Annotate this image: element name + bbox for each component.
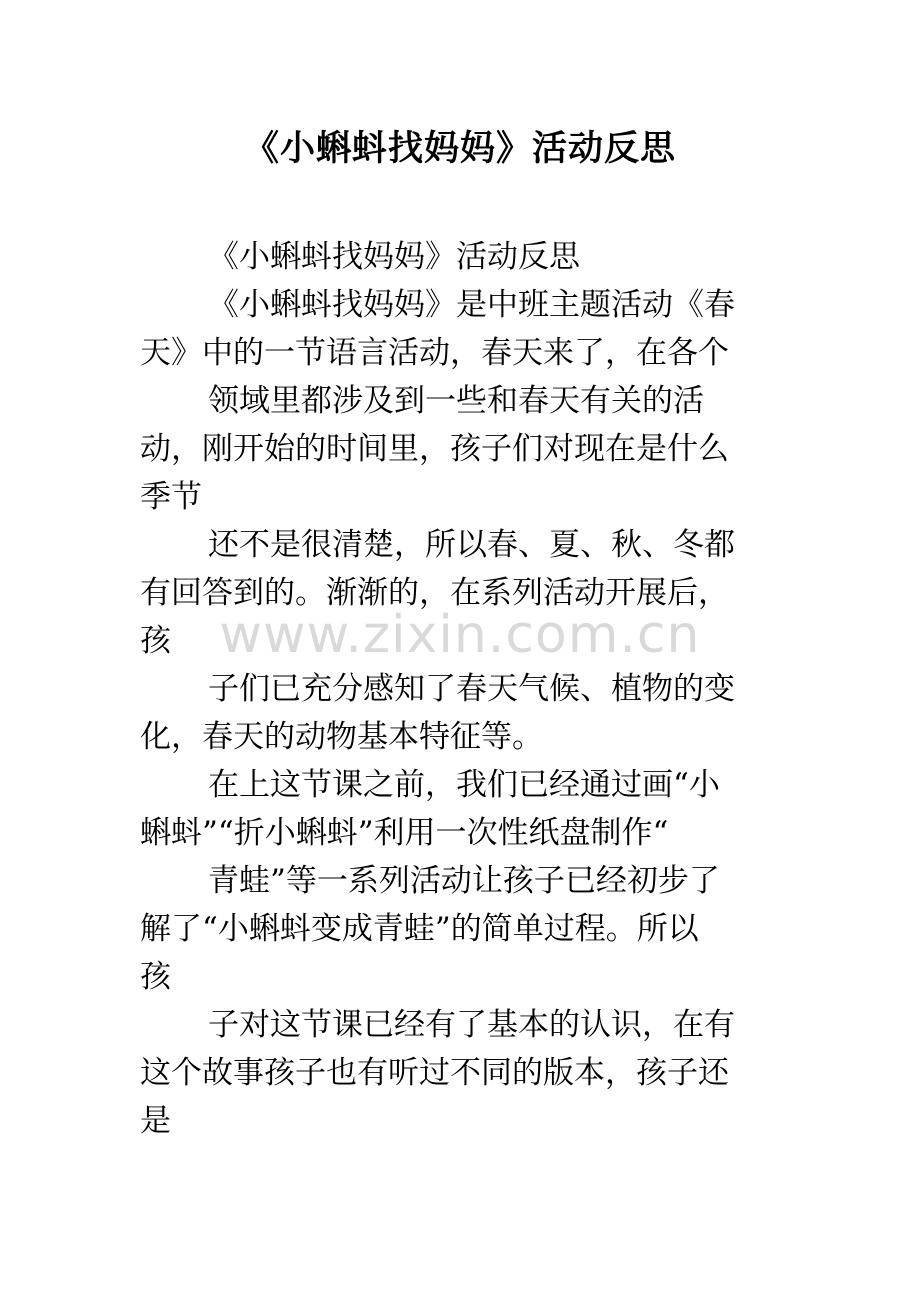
text-line: 子们已充分感知了春天气候、植物的变 [208,671,735,707]
text-line: 孩 [140,623,171,659]
text-line: 还不是很清楚，所以春、夏、秋、冬都 [208,527,735,563]
text-line: 化，春天的动物基本特征等。 [140,719,543,755]
text-line: 蝌蚪”“折小蝌蚪”利用一次性纸盘制作“ [140,815,669,851]
text-line: 解了“小蝌蚪变成青蛙”的简单过程。所以 [140,911,699,947]
text-line: 季节 [140,479,202,515]
text-line: 动，刚开始的时间里，孩子们对现在是什么 [140,431,729,467]
text-line: 《小蝌蚪找妈妈》活动反思 [208,239,580,275]
document-title: 《小蝌蚪找妈妈》活动反思 [243,128,676,169]
text-line: 这个故事孩子也有听过不同的版本，孩子还 [140,1055,729,1091]
text-line: 子对这节课已经有了基本的认识，在有 [208,1007,735,1043]
text-line: 在上这节课之前，我们已经通过画“小 [208,767,720,803]
text-line: 是 [140,1103,171,1139]
text-line: 领域里都涉及到一些和春天有关的活 [208,383,704,419]
text-line: 有回答到的。渐渐的，在系列活动开展后， [140,575,729,611]
document-body [140,233,800,1145]
watermark: www.zixin.com.cn [219,605,701,665]
text-line: 孩 [140,959,171,995]
text-line: 青蛙”等一系列活动让孩子已经初步了 [208,863,720,899]
text-line: 天》中的一节语言活动，春天来了，在各个 [140,335,729,371]
text-line: 《小蝌蚪找妈妈》是中班主题活动《春 [208,287,735,323]
